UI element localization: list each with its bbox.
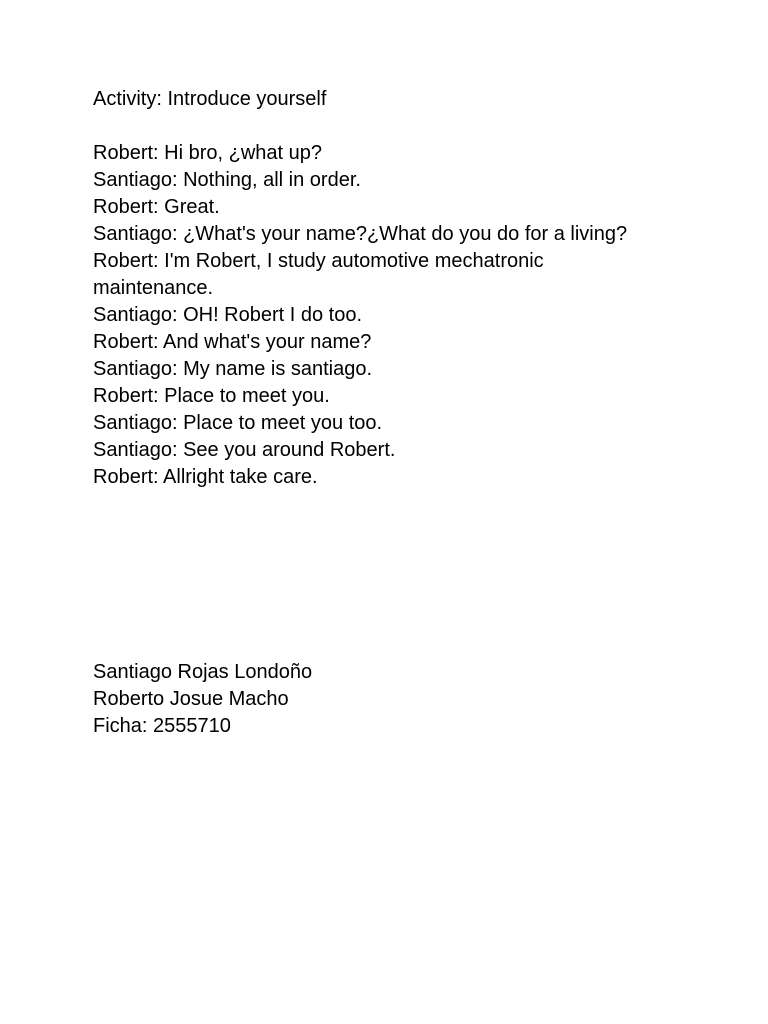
dialogue-block [93,140,633,491]
dialogue-line: Santiago: ¿What's your name?¿What do you do for a living? [93,223,628,245]
ficha-number: Ficha: 2555710 [93,715,231,737]
dialogue-line: Robert: And what's your name? [93,331,372,353]
dialogue-line: Robert: Allright take care. [93,466,318,488]
dialogue-line: Robert: Hi bro, ¿what up? [93,142,322,164]
author-name: Santiago Rojas Londoño [93,661,313,683]
signature-block [93,659,633,740]
dialogue-line: Santiago: Place to meet you too. [93,412,383,434]
dialogue-line: Robert: Great. [93,196,220,218]
dialogue-line: Santiago: Nothing, all in order. [93,169,361,191]
document-content [93,86,633,491]
author-name: Roberto Josue Macho [93,688,289,710]
activity-title: Activity: Introduce yourself [93,88,327,110]
dialogue-line: Robert: I'm Robert, I study automotive mechatronic maintenance. [93,250,544,299]
dialogue-line: Robert: Place to meet you. [93,385,330,407]
dialogue-line: Santiago: OH! Robert I do too. [93,304,363,326]
dialogue-line: Santiago: See you around Robert. [93,439,396,461]
dialogue-line: Santiago: My name is santiago. [93,358,373,380]
